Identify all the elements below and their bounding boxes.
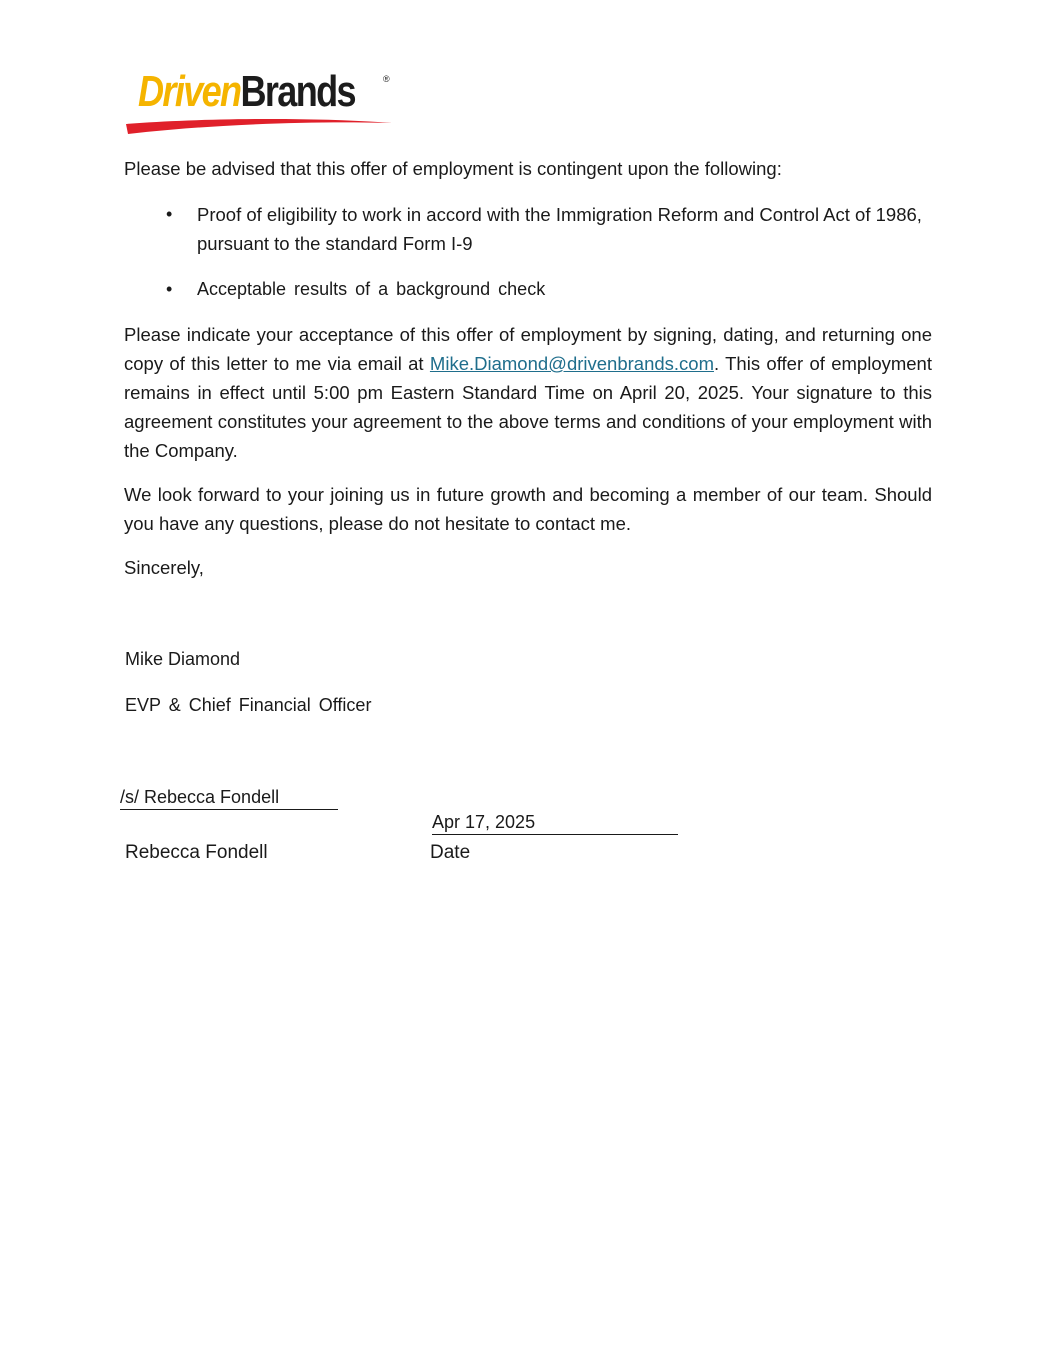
- logo-wordmark: DrivenBrands: [138, 67, 355, 116]
- bullet-icon: •: [166, 279, 173, 299]
- acceptance-date-value: Apr 17, 2025: [432, 810, 678, 835]
- sender-name: Mike Diamond: [125, 649, 241, 669]
- acceptance-paragraph: [124, 320, 932, 465]
- logo-swoosh-icon: [124, 116, 396, 136]
- sender-title: EVP & Chief Financial Officer: [125, 695, 372, 715]
- acceptance-text-end: . This offer of employment remains in effect until 5:00 pm Eastern Standard Time on April 20, 2025. Your signature to this agreement constitutes your agreement to the above terms and conditions of your employment with the Company.: [124, 353, 932, 461]
- acceptance-text-start: Please indicate your acceptance of this offer of employment by signing, dating, and returning one copy of this letter to me via email at: [124, 324, 932, 374]
- closing-paragraph: We look forward to your joining us in future growth and becoming a member of our team. Should you have any questions, please do not hesitate to contact me.: [124, 484, 932, 534]
- driven-brands-logo: [124, 66, 396, 136]
- bullet-icon: •: [166, 204, 173, 224]
- contingency-item: Proof of eligibility to work in accord with the Immigration Reform and Control Act of 1986, pursuant to the standard Form I-9: [197, 204, 922, 254]
- date-label: Date: [430, 842, 471, 863]
- email-link[interactable]: Mike.Diamond@drivenbrands.com: [429, 353, 714, 374]
- signer-name-label: Rebecca Fondell: [125, 842, 268, 863]
- acceptance-signature: /s/ Rebecca Fondell: [120, 785, 338, 810]
- contingency-item: Acceptable results of a background check: [197, 279, 546, 299]
- valediction: Sincerely,: [124, 557, 204, 578]
- intro-text: Please be advised that this offer of employment is contingent upon the following:: [124, 158, 782, 179]
- registered-mark: ®: [383, 74, 390, 84]
